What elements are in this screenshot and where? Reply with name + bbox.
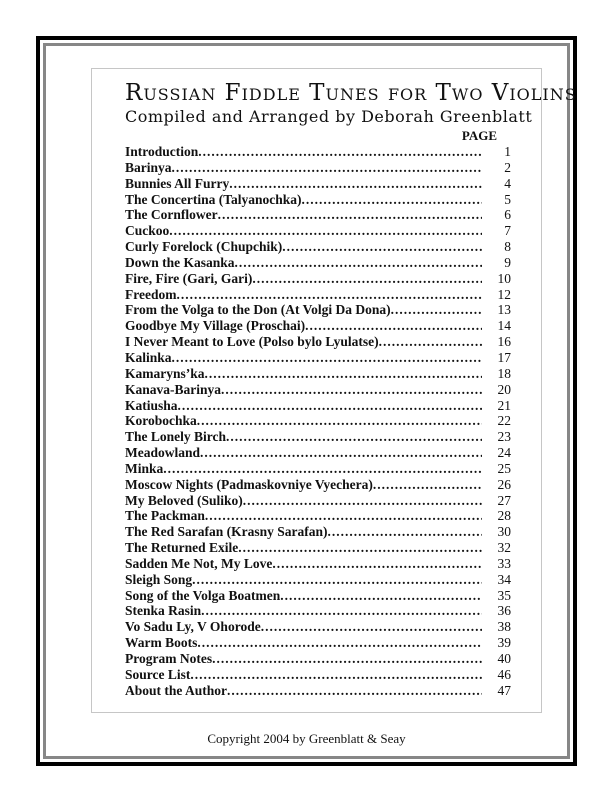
toc-entry <box>125 493 511 509</box>
toc-entry-title: Cuckoo <box>125 223 170 239</box>
dot-leader <box>226 429 482 445</box>
toc-entry <box>125 540 511 556</box>
toc-entry <box>125 572 511 588</box>
page-title: Russian Fiddle Tunes for Two Violins <box>125 80 577 106</box>
toc-entry <box>125 176 511 192</box>
toc-entry-page: 34 <box>497 571 511 587</box>
toc-entry-title: Kamaryns’ka <box>125 365 205 381</box>
toc-entry <box>125 445 511 461</box>
toc-entry-title: Sleigh Song <box>125 571 193 587</box>
toc-entry-page: 4 <box>504 175 511 191</box>
copyright-line: Copyright 2004 by Greenblatt & Seay <box>207 731 406 746</box>
toc-entry <box>125 144 511 160</box>
toc-entry-page: 13 <box>497 302 511 318</box>
toc-entry-page: 23 <box>497 429 511 445</box>
toc-entry <box>125 366 511 382</box>
dot-leader <box>201 603 482 619</box>
dot-leader <box>221 382 482 398</box>
toc-entry-page: 10 <box>497 270 511 286</box>
toc-entry-title: Introduction <box>125 144 199 159</box>
toc-entry <box>125 461 511 477</box>
toc-entry <box>125 334 511 350</box>
toc-entry-page: 6 <box>504 207 511 223</box>
toc-entry-title: I Never Meant to Love (Polso bylo Lyulatse) <box>125 334 379 350</box>
toc-entry-title: Goodbye My Village (Proschai) <box>125 318 306 334</box>
toc-entry-title: Bunnies All Furry <box>125 175 230 191</box>
toc-entry-page: 35 <box>497 587 511 603</box>
toc-entry-title: Freedom <box>125 286 177 302</box>
toc-entry-page: 39 <box>497 635 511 651</box>
toc-entry <box>125 635 511 651</box>
toc-entry-page: 32 <box>497 540 511 556</box>
toc-entry <box>125 255 511 271</box>
toc-entry-title: From the Volga to the Don (At Volgi Da Dona) <box>125 302 391 318</box>
toc-entry-page: 18 <box>497 365 511 381</box>
toc-entry <box>125 508 511 524</box>
toc-entry-title: Vo Sadu Ly, V Ohorode <box>125 619 261 635</box>
dot-leader <box>235 255 482 271</box>
dot-leader <box>205 366 482 382</box>
toc-entry-title: The Red Sarafan (Krasny Sarafan) <box>125 524 328 540</box>
toc-entry <box>125 302 511 318</box>
dot-leader <box>197 635 482 651</box>
toc-entry-page: 2 <box>504 159 511 175</box>
toc-entry <box>125 588 511 604</box>
toc-entry <box>125 651 511 667</box>
toc-entry <box>125 524 511 540</box>
dot-leader <box>200 445 482 461</box>
toc-entry <box>125 667 511 683</box>
toc-entry <box>125 556 511 572</box>
toc-entry-title: Minka <box>125 460 164 476</box>
toc-entry-page: 33 <box>497 555 511 571</box>
toc-entry-page: 38 <box>497 619 511 635</box>
toc-entry <box>125 429 511 445</box>
toc-entry <box>125 382 511 398</box>
toc-entry-title: My Beloved (Suliko) <box>125 492 243 508</box>
dot-leader <box>261 619 482 635</box>
dot-leader <box>172 160 482 176</box>
dot-leader <box>163 461 482 477</box>
dot-leader <box>243 493 482 509</box>
toc-entry <box>125 318 511 334</box>
toc-entry <box>125 287 511 303</box>
toc-list <box>125 144 511 699</box>
toc-entry-page: 20 <box>497 381 511 397</box>
toc-entry-title: Katiusha <box>125 397 178 413</box>
toc-entry-title: Kalinka <box>125 349 172 365</box>
toc-entry-page: 30 <box>497 524 511 540</box>
toc-entry-title: Sadden Me Not, My Love <box>125 555 273 571</box>
dot-leader <box>176 287 482 303</box>
dot-leader <box>282 239 482 255</box>
toc-entry-title: The Lonely Birch <box>125 429 227 445</box>
dot-leader <box>197 413 482 429</box>
toc-entry <box>125 619 511 635</box>
toc-entry <box>125 350 511 366</box>
toc-entry-title: Warm Boots <box>125 635 198 651</box>
dot-leader <box>218 207 482 223</box>
toc-entry-page: 7 <box>504 223 511 239</box>
toc-entry-page: 46 <box>497 666 511 682</box>
page-column-header: PAGE <box>461 128 497 143</box>
toc-entry-title: The Returned Exile <box>125 540 239 556</box>
toc-entry-page: 40 <box>497 651 511 666</box>
toc-entry-page: 16 <box>497 334 511 350</box>
dot-leader <box>227 683 482 699</box>
toc-entry-page: 47 <box>497 682 511 698</box>
dot-leader <box>302 192 482 208</box>
toc-entry-title: Fire, Fire (Gari, Gari) <box>125 270 253 286</box>
toc-entry <box>125 477 511 493</box>
toc-entry-page: 27 <box>497 492 511 508</box>
dot-leader <box>229 176 482 192</box>
toc-entry-page: 12 <box>497 286 511 302</box>
dot-leader <box>178 398 482 414</box>
toc-entry-title: Barinya <box>125 159 172 175</box>
dot-leader <box>205 508 482 524</box>
toc-entry-title: Korobochka <box>125 413 197 429</box>
toc-entry <box>125 398 511 414</box>
dot-leader <box>192 572 482 588</box>
dot-leader <box>280 588 482 604</box>
toc-entry-title: Kanava-Barinya <box>125 381 222 397</box>
content-box <box>91 68 577 713</box>
dot-leader <box>198 144 482 160</box>
toc-entry-title: About the Author <box>125 682 228 698</box>
toc-entry-title: Curly Forelock (Chupchik) <box>125 239 283 255</box>
toc-entry <box>125 223 511 239</box>
toc-entry-page: 25 <box>497 460 511 476</box>
dot-leader <box>172 350 482 366</box>
toc-entry-page: 28 <box>497 508 511 524</box>
dot-leader <box>252 271 482 287</box>
toc-entry-page: 14 <box>497 318 511 334</box>
toc-entry-page: 5 <box>504 191 511 207</box>
toc-entry-title: Meadowland <box>125 445 201 461</box>
toc-entry <box>125 271 511 287</box>
toc-entry-page: 17 <box>497 349 511 365</box>
dot-leader <box>305 318 482 334</box>
dot-leader <box>238 540 482 556</box>
toc-entry-page: 24 <box>497 445 511 461</box>
toc-entry <box>125 160 511 176</box>
toc-entry <box>125 413 511 429</box>
dot-leader <box>373 477 482 493</box>
toc-entry-title: The Concertina (Talyanochka) <box>125 191 302 207</box>
toc-entry <box>125 207 511 223</box>
dot-leader <box>212 651 482 667</box>
toc-entry <box>125 192 511 208</box>
toc-entry-page: 1 <box>504 144 511 159</box>
dot-leader <box>379 334 482 350</box>
toc-entry-title: The Cornflower <box>125 207 218 223</box>
toc-entry-title: The Packman <box>125 508 205 524</box>
dot-leader <box>190 667 482 683</box>
toc-entry <box>125 239 511 255</box>
toc-entry-page: 22 <box>497 413 511 429</box>
toc-entry-title: Stenka Rasin <box>125 603 202 619</box>
toc-entry-page: 26 <box>497 476 511 492</box>
dot-leader <box>391 302 482 318</box>
toc-entry-page: 21 <box>497 397 511 413</box>
dot-leader <box>169 223 482 239</box>
toc-entry-title: Source List <box>125 666 191 682</box>
toc-entry-title: Program Notes <box>125 651 213 666</box>
toc-entry-title: Down the Kasanka <box>125 254 235 270</box>
toc-entry-page: 36 <box>497 603 511 619</box>
toc-entry-title: Moscow Nights (Padmaskovniye Vyechera) <box>125 476 373 492</box>
toc-entry-title: Song of the Volga Boatmen <box>125 587 281 603</box>
dot-leader <box>328 524 482 540</box>
page-subtitle: Compiled and Arranged by Deborah Greenblatt <box>125 107 533 126</box>
dot-leader <box>272 556 482 572</box>
toc-entry <box>125 683 511 699</box>
toc-entry-page: 9 <box>504 254 511 270</box>
toc-entry-page: 8 <box>504 239 511 255</box>
toc-entry <box>125 603 511 619</box>
